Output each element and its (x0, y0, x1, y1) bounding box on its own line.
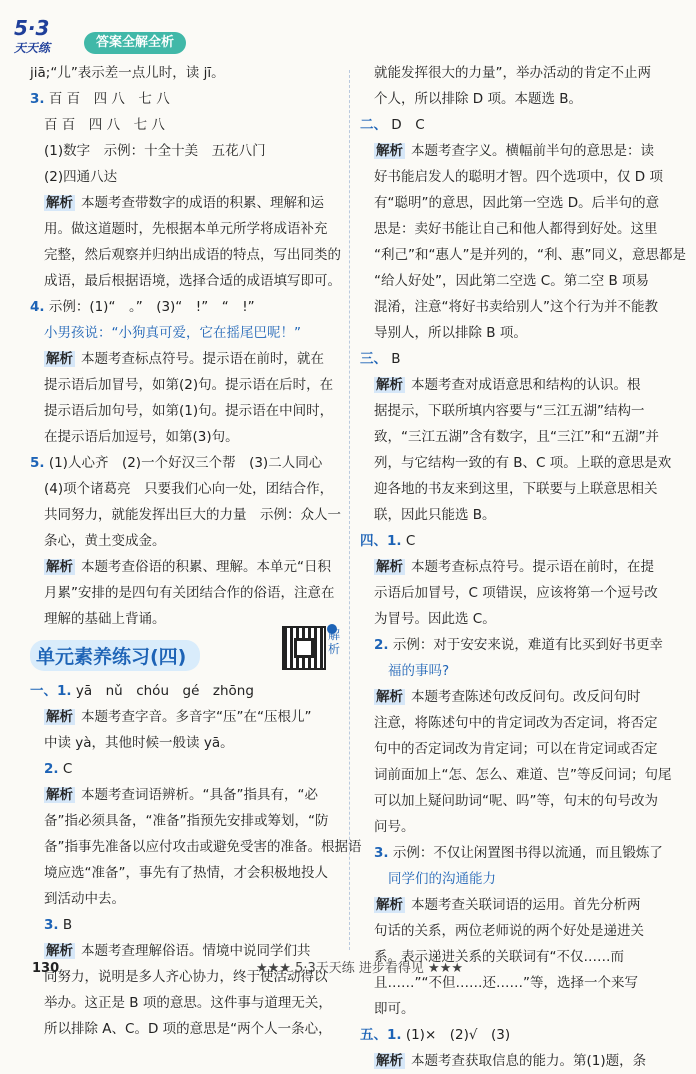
question-number: 一、1. (30, 683, 72, 699)
line-text: 示例：(1)“ 。” (3)“ !” “ !” (48, 299, 255, 315)
text-line (360, 866, 680, 892)
analysis-label: 解析 (376, 377, 403, 393)
line-text: 本题考查标点符号。提示语在前时，就在 (81, 351, 324, 367)
text-line (360, 138, 680, 164)
line-text: 本题考查字音。多音字“压”在“压根儿” (81, 709, 312, 725)
brand-logo (14, 18, 74, 56)
line-text: 为冒号。因此选 C。 (374, 611, 496, 627)
text-line (360, 372, 680, 398)
text-line (30, 450, 340, 476)
line-text: 即可。 (374, 1001, 415, 1017)
line-text: 系。表示递进关系的关联词有“不仅……而 (374, 949, 624, 965)
question-number: 4. (30, 299, 45, 315)
line-text: 百 百 四 八 七 八 (44, 117, 165, 133)
line-text: 注意，将陈述句中的肯定词改为否定词，将否定 (374, 715, 658, 731)
question-number: 5. (30, 455, 45, 471)
text-line (360, 580, 680, 606)
text-line (360, 216, 680, 242)
analysis-label: 解析 (46, 943, 73, 959)
line-text: 成语，最后根据语境，选择合适的成语填写即可。 (44, 273, 341, 289)
text-line (360, 632, 680, 658)
analysis-label: 解析 (46, 195, 73, 211)
text-line (30, 554, 340, 580)
column-divider (349, 70, 350, 950)
question-number: 四、1. (360, 533, 402, 549)
text-line (360, 710, 680, 736)
text-line (30, 346, 340, 372)
line-text: 本题考查字义。横幅前半句的意思是：读 (411, 143, 654, 159)
line-text: 本题考查获取信息的能力。第(1)题，条 (411, 1053, 647, 1069)
line-text: 本题考查词语辨析。“具备”指具有，“必 (81, 787, 318, 803)
line-text: 就能发挥很大的力量”，举办活动的肯定不止两 (374, 65, 651, 81)
line-text: B (62, 917, 73, 933)
text-line (360, 554, 680, 580)
line-text: 同学们的沟通能力 (388, 871, 496, 887)
footer-slogan: ★★★ 5·3天天练 进步看得见 ★★★ (256, 961, 463, 976)
analysis-label: 解析 (376, 559, 403, 575)
page-footer (0, 958, 696, 980)
analysis-label: 解析 (376, 143, 403, 159)
text-line (30, 424, 340, 450)
page-header (14, 18, 314, 58)
text-line (360, 502, 680, 528)
page-number: 130 (32, 961, 60, 976)
line-text: (4)项个诸葛亮 只要我们心向一处，团结合作， (44, 481, 334, 497)
text-line (360, 658, 680, 684)
text-line (30, 372, 340, 398)
analysis-label: 解析 (46, 787, 73, 803)
line-text: 可以加上疑问助词“呢、吗”等，句末的句号改为 (374, 793, 658, 809)
text-line (30, 990, 340, 1016)
line-text: 导别人，所以排除 B 项。 (374, 325, 527, 341)
text-line (360, 450, 680, 476)
line-text: 本题考查理解俗语。情境中说同学们共 (81, 943, 311, 959)
text-line (360, 788, 680, 814)
question-number: 3. (374, 845, 389, 861)
text-line (30, 242, 340, 268)
line-text: 好书能启发人的聪明才智。四个选项中，仅 D 项 (374, 169, 663, 185)
text-line (30, 678, 340, 704)
line-text: 句话的关系，两位老师说的两个好处是递进关 (374, 923, 644, 939)
line-text: 到活动中去。 (44, 891, 125, 907)
text-line (30, 268, 340, 294)
line-text: 思是：卖好书能让自己和他人都得到好处。这里 (374, 221, 658, 237)
line-text: 同努力，说明是多人齐心协力，终于使活动得以 (44, 969, 328, 985)
text-line (360, 736, 680, 762)
text-line (360, 840, 680, 866)
logo-sub: 天天练 (14, 41, 51, 55)
line-text: 备”指事先准备以应付攻击或避免受害的准备。根据语 (44, 839, 362, 855)
text-line (360, 814, 680, 840)
line-text: 提示语后加句号，如第(1)句。提示语在中间时， (44, 403, 334, 419)
line-text: (2)四通八达 (44, 169, 118, 185)
right-lines (360, 60, 686, 1074)
line-text: 境应选“准备”，事先有了热情，才会积极地投人 (44, 865, 328, 881)
text-line (30, 834, 362, 860)
text-line (30, 886, 340, 912)
line-text: yā nǔ chóu gé zhōng (75, 683, 254, 699)
text-line (30, 860, 340, 886)
line-text: 完整，然后观察并归纳出成语的特点，写出同类的 (44, 247, 341, 263)
text-line (360, 86, 680, 112)
line-text: 据提示，下联所填内容要与“三江五湖”结构一 (374, 403, 645, 419)
section-title (30, 628, 341, 672)
analysis-label: 解析 (46, 559, 73, 575)
text-line (360, 60, 680, 86)
line-text: “利己”和“惠人”是并列的，“利、惠”同义，意思都是 (374, 247, 686, 263)
text-line (360, 164, 680, 190)
line-text: 共同努力，就能发挥出巨大的力量 示例：众人一 (44, 507, 341, 523)
line-text: 本题考查带数字的成语的积累、理解和运 (81, 195, 324, 211)
line-text: 且……”“不但……还……”等，选择一个来写 (374, 975, 638, 991)
text-line (30, 528, 340, 554)
analysis-label: 解析 (376, 897, 403, 913)
qr-code-icon[interactable] (282, 626, 326, 670)
text-line (360, 1048, 680, 1074)
text-line (360, 1022, 680, 1048)
text-line (360, 892, 680, 918)
line-text: 致，“三江五湖”含有数字，且“三江”和“五湖”并 (374, 429, 659, 445)
text-line (30, 190, 340, 216)
question-number: 五、1. (360, 1027, 402, 1043)
text-line (30, 704, 340, 730)
line-text: 联，因此只能选 B。 (374, 507, 496, 523)
line-text: 问号。 (374, 819, 415, 835)
line-text: 用。做这道题时，先根据本单元所学将成语补充 (44, 221, 328, 237)
question-number: 3. (30, 91, 45, 107)
line-text: 有“聪明”的意思，因此第一空选 D。后半句的意 (374, 195, 660, 211)
line-text: 本题考查俗语的积累、理解。本单元“日积 (81, 559, 331, 575)
line-text: jiā;“儿”表示差一点儿时，读 jī。 (30, 65, 225, 81)
text-line (30, 164, 340, 190)
line-text: 本题考查对成语意思和结构的认识。根 (411, 377, 641, 393)
question-number: 二、 (360, 117, 387, 133)
question-number: 2. (44, 761, 59, 777)
line-text: 所以排除 A、C。D 项的意思是“两个人一条心， (44, 1021, 332, 1037)
line-text: 词前面加上“怎、怎么、难道、岂”等反问词；句尾 (374, 767, 672, 783)
line-text: (1)数字 示例：十全十美 五花八门 (44, 143, 266, 159)
header-badge: 答案全解全析 (84, 32, 186, 54)
question-number: 2. (374, 637, 389, 653)
text-line (360, 918, 680, 944)
right-column (360, 60, 686, 1074)
text-line (360, 398, 680, 424)
line-text: 示例：不仅让闲置图书得以流通，而且锻炼了 (392, 845, 663, 861)
analysis-label: 解析 (376, 689, 403, 705)
line-text: 理解的基础上背诵。 (44, 611, 166, 627)
line-text: (1)× (2)√ (3) (405, 1027, 511, 1043)
text-line (30, 502, 340, 528)
text-line (360, 346, 680, 372)
logo-main: 5·3 (14, 16, 50, 40)
text-line (360, 320, 680, 346)
text-line (30, 756, 340, 782)
text-line (30, 398, 340, 424)
text-line (360, 294, 680, 320)
line-text: 本题考查陈述句改反问句。改反问句时 (411, 689, 641, 705)
text-line (360, 762, 680, 788)
text-line (360, 684, 680, 710)
line-text: 示语后加冒号，C 项错误，应该将第一个逗号改 (374, 585, 658, 601)
line-text: 本题考查标点符号。提示语在前时，在提 (411, 559, 654, 575)
line-text: D C (391, 117, 425, 133)
text-line (30, 60, 340, 86)
line-text: 句中的否定词改为肯定词；可以在肯定词或否定 (374, 741, 658, 757)
line-text: 示例：对于安安来说，难道有比买到好书更幸 (392, 637, 663, 653)
text-line (360, 476, 680, 502)
analysis-label: 解析 (376, 1053, 403, 1069)
line-text: “给人好处”，因此第二空选 C。第二空 B 项易 (374, 273, 650, 289)
text-line (360, 268, 680, 294)
text-line (360, 996, 680, 1022)
text-line (30, 580, 340, 606)
line-text: 百 百 四 八 七 八 (48, 91, 170, 107)
text-line (360, 606, 680, 632)
left-lines-1 (30, 60, 340, 632)
text-line (360, 242, 686, 268)
text-line (30, 1016, 340, 1042)
question-number: 三、 (360, 351, 387, 367)
text-line (360, 112, 680, 138)
text-line (30, 320, 340, 346)
text-line (30, 808, 340, 834)
analysis-label: 解析 (46, 351, 73, 367)
text-line (30, 216, 340, 242)
line-text: C (405, 533, 416, 549)
line-text: 个人，所以排除 D 项。本题选 B。 (374, 91, 583, 107)
line-text: 在提示语后加逗号，如第(3)句。 (44, 429, 239, 445)
line-text: 备”指必须具备，“准备”指预先安排或筹划，“防 (44, 813, 329, 829)
line-text: 混淆，注意“将好书卖给别人”这个行为并不能教 (374, 299, 658, 315)
line-text: 中读 yà，其他时候一般读 yā。 (44, 735, 234, 751)
line-text: (1)人心齐 (2)一个好汉三个帮 (3)二人同心 (48, 455, 323, 471)
text-line (30, 138, 340, 164)
line-text: 福的事吗? (388, 663, 450, 679)
text-line (30, 912, 340, 938)
text-line (30, 476, 340, 502)
text-line (360, 190, 680, 216)
text-line (360, 528, 680, 554)
line-text: 小男孩说：“小狗真可爱，它在摇尾巴呢！” (44, 325, 301, 341)
line-text: B (391, 351, 401, 367)
text-line (30, 112, 340, 138)
text-line (30, 294, 340, 320)
question-number: 3. (44, 917, 59, 933)
line-text: 提示语后加冒号，如第(2)句。提示语在后时，在 (44, 377, 334, 393)
text-line (30, 730, 340, 756)
line-text: C (62, 761, 73, 777)
qr-label: 解析 (328, 628, 341, 656)
line-text: 列，与它结构一致的有 B、C 项。上联的意思是欢 (374, 455, 672, 471)
line-text: 本题考查关联词语的运用。首先分析两 (411, 897, 641, 913)
line-text: 月累”安排的是四句有关团结合作的俗语，注意在 (44, 585, 335, 601)
line-text: 迎各地的书友来到这里，下联要与上联意思相关 (374, 481, 658, 497)
analysis-label: 解析 (46, 709, 73, 725)
text-line (30, 782, 340, 808)
text-line (360, 424, 680, 450)
line-text: 举办。这正是 B 项的意思。这件事与道理无关， (44, 995, 332, 1011)
text-line (30, 86, 340, 112)
line-text: 条心，黄土变成金。 (44, 533, 166, 549)
section-title-text: 单元素养练习(四) (30, 640, 200, 671)
